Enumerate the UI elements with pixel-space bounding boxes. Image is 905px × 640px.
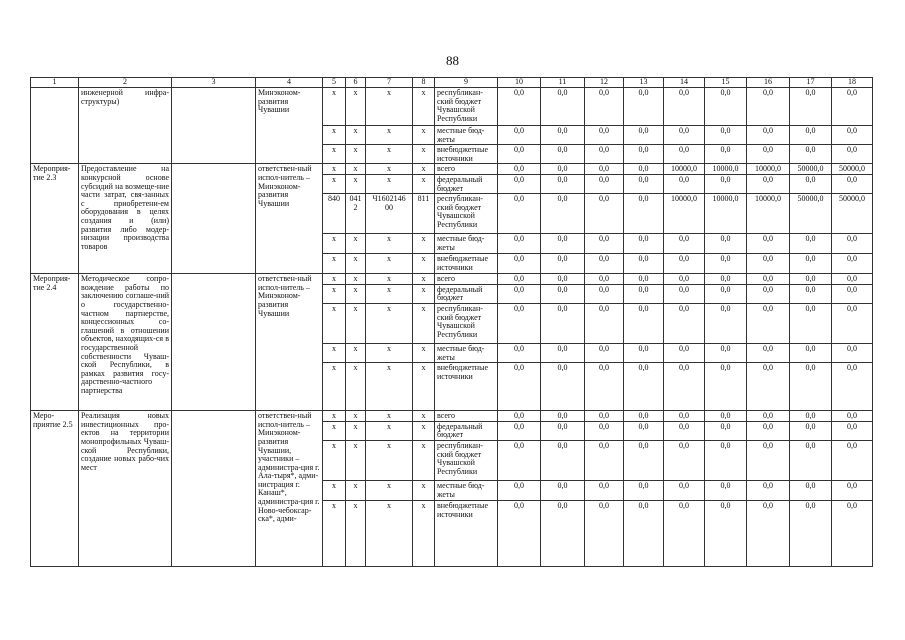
column-number-cell: 18: [832, 78, 873, 88]
value-cell: 0,0: [541, 274, 585, 285]
value-cell: 0,0: [541, 440, 585, 480]
measure-name-cell: инженерной инфра-структуры): [79, 88, 172, 164]
table-row: [31, 164, 873, 175]
value-cell: 0,0: [705, 234, 747, 254]
code-cell: х: [366, 480, 413, 500]
column-number-cell: 2: [79, 78, 172, 88]
page-number: 88: [446, 53, 459, 68]
value-cell: 0,0: [585, 411, 624, 422]
value-cell: 0,0: [664, 174, 705, 193]
code-cell: х: [346, 174, 366, 193]
code-cell: х: [413, 363, 435, 411]
measure-label-cell: Мероприя-тие 2.4: [31, 274, 79, 411]
value-cell: 0,0: [664, 274, 705, 285]
code-cell: х: [413, 88, 435, 126]
code-cell: х: [366, 303, 413, 343]
column-number-cell: 8: [413, 78, 435, 88]
column-number-cell: 5: [323, 78, 346, 88]
code-cell: 840: [323, 194, 346, 234]
value-cell: 0,0: [747, 284, 790, 303]
value-cell: 0,0: [585, 303, 624, 343]
code-cell: х: [366, 274, 413, 285]
value-cell: 0,0: [541, 194, 585, 234]
measure-name-cell: Реализация новых инвестиционных про-ектов на территории монопрофильных Чуваш-ской Республики, создание новых рабо-чих мест: [79, 411, 172, 567]
value-cell: 0,0: [624, 174, 664, 193]
code-cell: х: [346, 480, 366, 500]
value-cell: 0,0: [624, 234, 664, 254]
value-cell: 0,0: [747, 343, 790, 362]
column-number-cell: 15: [705, 78, 747, 88]
value-cell: 0,0: [790, 440, 832, 480]
code-cell: х: [366, 343, 413, 362]
value-cell: 0,0: [832, 411, 873, 422]
code-cell: х: [366, 164, 413, 175]
value-cell: 50000,0: [790, 164, 832, 175]
code-cell: х: [366, 254, 413, 274]
value-cell: 0,0: [585, 194, 624, 234]
executor-cell: ответствен-ный испол-нитель – Минэконом-развития Чувашии: [256, 164, 323, 274]
value-cell: 0,0: [498, 88, 541, 126]
value-cell: 0,0: [541, 411, 585, 422]
value-cell: 0,0: [747, 480, 790, 500]
code-cell: х: [323, 480, 346, 500]
column-number-row: [31, 78, 873, 88]
value-cell: 0,0: [585, 284, 624, 303]
value-cell: 0,0: [585, 234, 624, 254]
code-cell: х: [323, 284, 346, 303]
value-cell: 0,0: [541, 174, 585, 193]
value-cell: 0,0: [705, 254, 747, 274]
code-cell: х: [366, 440, 413, 480]
indicator-cell: [172, 411, 256, 567]
measure-name-cell: Методическое сопро-вождение работы по заключению соглаше-ний о государственно-частном партнерстве, концессионных со-глашений в отношении объектов, находящих-ся в государственной собственности Чуваш-ской Республики, в рамках развития госу-дарственно-частного партнерства: [79, 274, 172, 411]
value-cell: 0,0: [705, 343, 747, 362]
code-cell: х: [323, 164, 346, 175]
value-cell: 0,0: [624, 303, 664, 343]
code-cell: х: [346, 343, 366, 362]
code-cell: х: [323, 343, 346, 362]
code-cell: х: [366, 284, 413, 303]
value-cell: 0,0: [624, 343, 664, 362]
column-number-cell: 16: [747, 78, 790, 88]
value-cell: 0,0: [664, 234, 705, 254]
value-cell: 0,0: [541, 421, 585, 440]
code-cell: х: [323, 500, 346, 566]
value-cell: 0,0: [832, 440, 873, 480]
value-cell: 0,0: [705, 480, 747, 500]
value-cell: 0,0: [541, 500, 585, 566]
code-cell: х: [346, 164, 366, 175]
column-number-cell: 9: [435, 78, 498, 88]
value-cell: 0,0: [624, 440, 664, 480]
value-cell: 0,0: [832, 234, 873, 254]
value-cell: 0,0: [498, 343, 541, 362]
value-cell: 0,0: [664, 421, 705, 440]
code-cell: х: [323, 440, 346, 480]
code-cell: х: [346, 274, 366, 285]
code-cell: х: [413, 274, 435, 285]
code-cell: х: [413, 174, 435, 193]
value-cell: 0,0: [541, 303, 585, 343]
code-cell: х: [346, 303, 366, 343]
value-cell: 0,0: [585, 174, 624, 193]
value-cell: 0,0: [832, 421, 873, 440]
funding-source-cell: всего: [435, 164, 498, 175]
code-cell: х: [413, 411, 435, 422]
funding-source-cell: внебюджетные источники: [435, 145, 498, 164]
code-cell: х: [346, 234, 366, 254]
column-number-cell: 3: [172, 78, 256, 88]
value-cell: 0,0: [747, 421, 790, 440]
funding-source-cell: республикан-ский бюджет Чувашской Республики: [435, 88, 498, 126]
value-cell: 10000,0: [705, 194, 747, 234]
value-cell: 0,0: [624, 254, 664, 274]
code-cell: х: [413, 164, 435, 175]
code-cell: х: [366, 126, 413, 145]
value-cell: 0,0: [790, 343, 832, 362]
code-cell: х: [413, 421, 435, 440]
value-cell: 0,0: [790, 363, 832, 411]
value-cell: 0,0: [498, 126, 541, 145]
value-cell: 10000,0: [664, 194, 705, 234]
measure-name-cell: Предоставление на конкурсной основе субсидий на возмеще-ние части затрат, свя-занных с приобретени-ем оборудования в целях создания и (или) развития либо модер-низации производства товаров: [79, 164, 172, 274]
value-cell: 0,0: [498, 194, 541, 234]
funding-source-cell: внебюджетные источники: [435, 363, 498, 411]
value-cell: 0,0: [664, 284, 705, 303]
code-cell: 811: [413, 194, 435, 234]
value-cell: 0,0: [541, 145, 585, 164]
code-cell: х: [366, 234, 413, 254]
value-cell: 0,0: [705, 284, 747, 303]
code-cell: х: [346, 126, 366, 145]
value-cell: 0,0: [705, 500, 747, 566]
value-cell: 0,0: [585, 500, 624, 566]
code-cell: х: [346, 421, 366, 440]
executor-cell: ответствен-ный испол-нитель – Минэконом-развития Чувашии: [256, 274, 323, 411]
column-number-cell: 10: [498, 78, 541, 88]
table-row: [31, 411, 873, 422]
value-cell: 0,0: [790, 284, 832, 303]
value-cell: 0,0: [498, 303, 541, 343]
code-cell: х: [346, 440, 366, 480]
value-cell: 0,0: [498, 234, 541, 254]
value-cell: 0,0: [541, 164, 585, 175]
value-cell: 0,0: [832, 145, 873, 164]
value-cell: 0,0: [664, 343, 705, 362]
value-cell: 0,0: [664, 480, 705, 500]
funding-source-cell: местные бюд-жеты: [435, 343, 498, 362]
code-cell: х: [413, 440, 435, 480]
value-cell: 0,0: [747, 500, 790, 566]
code-cell: х: [366, 421, 413, 440]
code-cell: х: [413, 500, 435, 566]
value-cell: 0,0: [832, 274, 873, 285]
value-cell: 0,0: [790, 145, 832, 164]
funding-source-cell: внебюджетные источники: [435, 500, 498, 566]
indicator-cell: [172, 274, 256, 411]
value-cell: 0,0: [541, 284, 585, 303]
code-cell: х: [366, 363, 413, 411]
budget-table: [30, 77, 873, 567]
indicator-cell: [172, 164, 256, 274]
value-cell: 0,0: [790, 411, 832, 422]
executor-cell: Минэконом-развития Чувашии: [256, 88, 323, 164]
code-cell: х: [413, 303, 435, 343]
measure-label-cell: [31, 88, 79, 164]
funding-source-cell: федеральный бюджет: [435, 174, 498, 193]
value-cell: 10000,0: [664, 164, 705, 175]
value-cell: 0,0: [832, 174, 873, 193]
measure-label-cell: Меро-приятие 2.5: [31, 411, 79, 567]
code-cell: х: [413, 480, 435, 500]
value-cell: 0,0: [705, 274, 747, 285]
code-cell: 0412: [346, 194, 366, 234]
funding-source-cell: федеральный бюджет: [435, 421, 498, 440]
value-cell: 0,0: [585, 254, 624, 274]
funding-source-cell: республикан-ский бюджет Чувашской Республики: [435, 194, 498, 234]
value-cell: 0,0: [832, 363, 873, 411]
funding-source-cell: местные бюд-жеты: [435, 480, 498, 500]
value-cell: 50000,0: [832, 164, 873, 175]
code-cell: х: [413, 126, 435, 145]
value-cell: 0,0: [624, 411, 664, 422]
value-cell: 0,0: [790, 500, 832, 566]
code-cell: х: [346, 284, 366, 303]
value-cell: 10000,0: [747, 194, 790, 234]
value-cell: 0,0: [790, 274, 832, 285]
value-cell: 50000,0: [832, 194, 873, 234]
code-cell: х: [323, 363, 346, 411]
value-cell: 10000,0: [747, 164, 790, 175]
value-cell: 0,0: [585, 164, 624, 175]
value-cell: 0,0: [747, 303, 790, 343]
value-cell: 0,0: [541, 126, 585, 145]
code-cell: х: [323, 234, 346, 254]
value-cell: 10000,0: [705, 164, 747, 175]
value-cell: 0,0: [790, 234, 832, 254]
value-cell: 0,0: [664, 411, 705, 422]
value-cell: 0,0: [498, 145, 541, 164]
value-cell: 0,0: [832, 88, 873, 126]
column-number-cell: 6: [346, 78, 366, 88]
value-cell: 0,0: [498, 174, 541, 193]
value-cell: 0,0: [585, 343, 624, 362]
value-cell: 0,0: [541, 363, 585, 411]
code-cell: х: [346, 88, 366, 126]
code-cell: Ч1602146 00: [366, 194, 413, 234]
value-cell: 0,0: [664, 440, 705, 480]
value-cell: 0,0: [498, 164, 541, 175]
value-cell: 0,0: [664, 88, 705, 126]
code-cell: х: [346, 411, 366, 422]
value-cell: 0,0: [790, 480, 832, 500]
value-cell: 0,0: [624, 363, 664, 411]
value-cell: 0,0: [624, 480, 664, 500]
code-cell: х: [323, 303, 346, 343]
value-cell: 0,0: [705, 145, 747, 164]
value-cell: 0,0: [498, 284, 541, 303]
value-cell: 0,0: [832, 284, 873, 303]
value-cell: 0,0: [747, 234, 790, 254]
indicator-cell: [172, 88, 256, 164]
value-cell: 0,0: [747, 274, 790, 285]
value-cell: 0,0: [790, 88, 832, 126]
code-cell: х: [346, 500, 366, 566]
code-cell: х: [346, 145, 366, 164]
code-cell: х: [413, 145, 435, 164]
code-cell: х: [323, 126, 346, 145]
code-cell: х: [413, 284, 435, 303]
executor-cell: ответствен-ный испол-нитель – Минэконом-развития Чувашии, участники – администра-ция г. Ала-тыря*, адми-нистрация г. Канаш*, администра-ция г. Ново-чебоксар-ска*, адми-: [256, 411, 323, 567]
code-cell: х: [323, 88, 346, 126]
funding-source-cell: федеральный бюджет: [435, 284, 498, 303]
column-number-cell: 7: [366, 78, 413, 88]
value-cell: 0,0: [498, 500, 541, 566]
value-cell: 0,0: [541, 480, 585, 500]
code-cell: х: [323, 145, 346, 164]
value-cell: 0,0: [498, 254, 541, 274]
table-row: [31, 88, 873, 126]
code-cell: х: [323, 174, 346, 193]
code-cell: х: [323, 254, 346, 274]
value-cell: 0,0: [585, 480, 624, 500]
value-cell: 0,0: [747, 174, 790, 193]
value-cell: 0,0: [705, 440, 747, 480]
funding-source-cell: всего: [435, 411, 498, 422]
code-cell: х: [323, 274, 346, 285]
value-cell: 0,0: [624, 421, 664, 440]
code-cell: х: [346, 363, 366, 411]
value-cell: 0,0: [624, 145, 664, 164]
column-number-cell: 1: [31, 78, 79, 88]
column-number-cell: 13: [624, 78, 664, 88]
value-cell: 0,0: [541, 254, 585, 274]
funding-source-cell: местные бюд-жеты: [435, 126, 498, 145]
value-cell: 0,0: [832, 303, 873, 343]
value-cell: 0,0: [498, 421, 541, 440]
value-cell: 0,0: [664, 500, 705, 566]
code-cell: х: [413, 234, 435, 254]
value-cell: 0,0: [498, 440, 541, 480]
code-cell: х: [323, 421, 346, 440]
value-cell: 0,0: [790, 303, 832, 343]
code-cell: х: [346, 254, 366, 274]
code-cell: х: [323, 411, 346, 422]
value-cell: 50000,0: [790, 194, 832, 234]
funding-source-cell: внебюджетные источники: [435, 254, 498, 274]
value-cell: 0,0: [664, 303, 705, 343]
measure-label-cell: Мероприя-тие 2.3: [31, 164, 79, 274]
value-cell: 0,0: [832, 343, 873, 362]
code-cell: х: [413, 254, 435, 274]
value-cell: 0,0: [832, 126, 873, 145]
value-cell: 0,0: [790, 421, 832, 440]
value-cell: 0,0: [705, 174, 747, 193]
value-cell: 0,0: [747, 440, 790, 480]
value-cell: 0,0: [585, 145, 624, 164]
value-cell: 0,0: [790, 254, 832, 274]
value-cell: 0,0: [705, 303, 747, 343]
value-cell: 0,0: [705, 421, 747, 440]
value-cell: 0,0: [832, 480, 873, 500]
value-cell: 0,0: [624, 284, 664, 303]
value-cell: 0,0: [747, 145, 790, 164]
value-cell: 0,0: [498, 363, 541, 411]
value-cell: 0,0: [498, 411, 541, 422]
column-number-cell: 11: [541, 78, 585, 88]
value-cell: 0,0: [541, 234, 585, 254]
code-cell: х: [366, 411, 413, 422]
value-cell: 0,0: [498, 480, 541, 500]
value-cell: 0,0: [832, 500, 873, 566]
value-cell: 0,0: [541, 343, 585, 362]
value-cell: 0,0: [664, 145, 705, 164]
funding-source-cell: республикан-ский бюджет Чувашской Республики: [435, 440, 498, 480]
value-cell: 0,0: [664, 254, 705, 274]
value-cell: 0,0: [705, 126, 747, 145]
value-cell: 0,0: [541, 88, 585, 126]
value-cell: 0,0: [747, 411, 790, 422]
column-number-cell: 17: [790, 78, 832, 88]
value-cell: 0,0: [832, 254, 873, 274]
value-cell: 0,0: [664, 363, 705, 411]
funding-source-cell: республикан-ский бюджет Чувашской Республики: [435, 303, 498, 343]
value-cell: 0,0: [498, 274, 541, 285]
value-cell: 0,0: [585, 274, 624, 285]
value-cell: 0,0: [747, 254, 790, 274]
value-cell: 0,0: [747, 363, 790, 411]
code-cell: х: [366, 500, 413, 566]
value-cell: 0,0: [585, 88, 624, 126]
table-row: [31, 274, 873, 285]
value-cell: 0,0: [624, 274, 664, 285]
code-cell: х: [366, 174, 413, 193]
code-cell: х: [413, 343, 435, 362]
column-number-cell: 14: [664, 78, 705, 88]
column-number-cell: 4: [256, 78, 323, 88]
value-cell: 0,0: [585, 440, 624, 480]
value-cell: 0,0: [624, 500, 664, 566]
funding-source-cell: местные бюд-жеты: [435, 234, 498, 254]
value-cell: 0,0: [747, 88, 790, 126]
value-cell: 0,0: [624, 194, 664, 234]
value-cell: 0,0: [705, 88, 747, 126]
value-cell: 0,0: [624, 126, 664, 145]
value-cell: 0,0: [585, 363, 624, 411]
code-cell: х: [366, 145, 413, 164]
funding-source-cell: всего: [435, 274, 498, 285]
value-cell: 0,0: [624, 88, 664, 126]
code-cell: х: [366, 88, 413, 126]
value-cell: 0,0: [664, 126, 705, 145]
value-cell: 0,0: [747, 126, 790, 145]
value-cell: 0,0: [585, 126, 624, 145]
value-cell: 0,0: [790, 126, 832, 145]
column-number-cell: 12: [585, 78, 624, 88]
value-cell: 0,0: [790, 174, 832, 193]
value-cell: 0,0: [705, 363, 747, 411]
value-cell: 0,0: [585, 421, 624, 440]
value-cell: 0,0: [624, 164, 664, 175]
value-cell: 0,0: [705, 411, 747, 422]
